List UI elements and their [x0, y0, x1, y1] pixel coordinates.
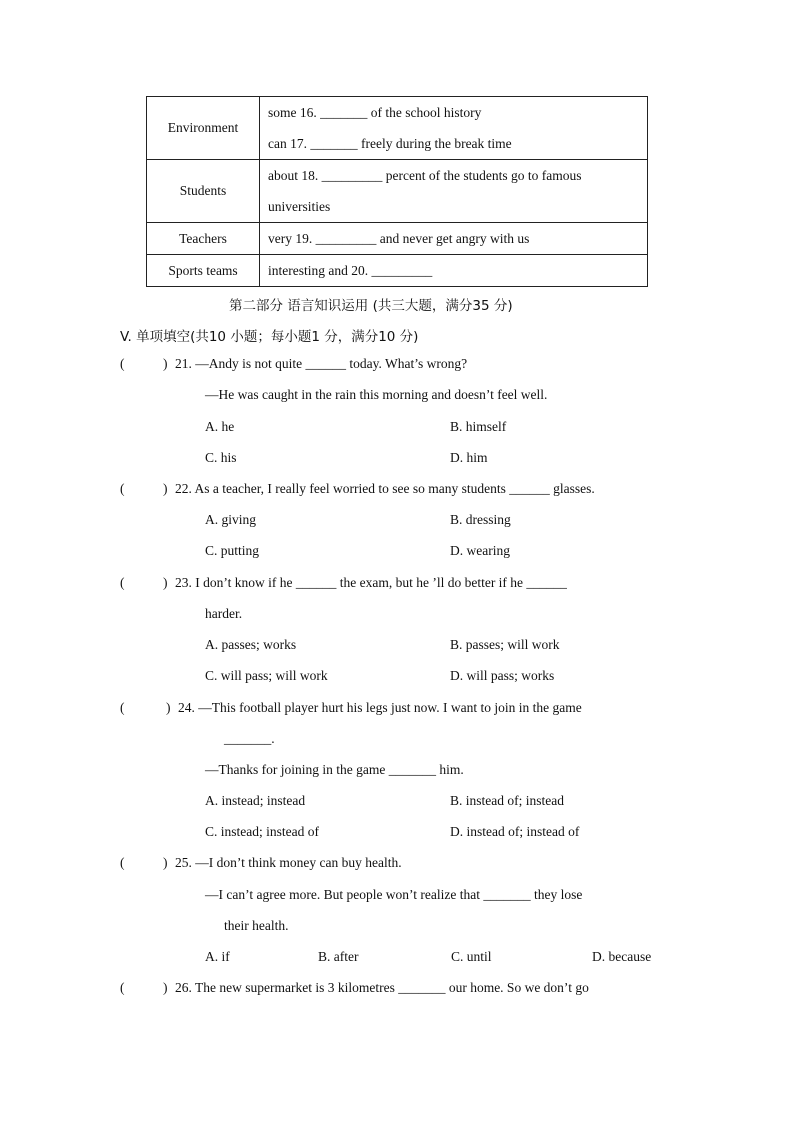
question-stem: 23. I don’t know if he ______ the exam, but he ’ll do better if he ______ [175, 575, 567, 590]
option-c: C. putting [205, 543, 260, 558]
option-d: D. because [592, 949, 652, 964]
question-line: their health. [224, 918, 289, 933]
option-c: C. will pass; will work [205, 668, 328, 683]
row-value [260, 223, 648, 255]
question-stem: 26. The new supermarket is 3 kilometres _______ our home. So we don’t go [175, 980, 589, 995]
row-line: about 18. _________ percent of the students go to famous [268, 168, 582, 183]
question-stem: 21. —Andy is not quite ______ today. What’s wrong? [175, 356, 468, 371]
row-value [260, 255, 648, 287]
option-d: D. him [450, 450, 488, 465]
option-b: B. after [318, 949, 359, 964]
row-label: Environment [147, 97, 260, 160]
answer-paren-close: ) [166, 700, 171, 715]
answer-paren-close: ) [163, 980, 168, 995]
option-b: B. himself [450, 419, 507, 434]
row-value [260, 97, 648, 160]
option-c: C. until [451, 949, 492, 964]
option-a: A. passes; works [205, 637, 297, 652]
option-b: B. passes; will work [450, 637, 560, 652]
answer-paren-open: ( [120, 980, 125, 995]
answer-paren-close: ) [163, 356, 168, 371]
question-line: —I can’t agree more. But people won’t realize that _______ they lose [205, 887, 583, 902]
info-table [146, 96, 648, 287]
part-title: 第二部分 语言知识运用 (共三大题，满分35 分) [229, 298, 513, 314]
question-line: —He was caught in the rain this morning and doesn’t feel well. [205, 387, 548, 402]
option-a: A. if [205, 949, 230, 964]
table-row [147, 97, 648, 160]
row-line: can 17. _______ freely during the break time [268, 136, 512, 151]
answer-paren-open: ( [120, 855, 125, 870]
row-line: universities [268, 199, 331, 214]
row-label: Sports teams [147, 255, 260, 287]
option-a: A. he [205, 419, 235, 434]
answer-paren-close: ) [163, 481, 168, 496]
row-value [260, 160, 648, 223]
answer-paren-close: ) [163, 855, 168, 870]
question-stem: 25. —I don’t think money can buy health. [175, 855, 402, 870]
option-b: B. dressing [450, 512, 511, 527]
option-d: D. instead of; instead of [450, 824, 580, 839]
answer-paren-open: ( [120, 481, 125, 496]
option-c: C. his [205, 450, 237, 465]
section-title: V. 单项填空(共10 小题；每小题1 分，满分10 分) [120, 329, 419, 345]
option-a: A. giving [205, 512, 257, 527]
answer-paren-close: ) [163, 575, 168, 590]
answer-paren-open: ( [120, 575, 125, 590]
answer-paren-open: ( [120, 700, 125, 715]
row-line: some 16. _______ of the school history [268, 105, 482, 120]
row-label: Students [147, 160, 260, 223]
option-a: A. instead; instead [205, 793, 306, 808]
answer-paren-open: ( [120, 356, 125, 371]
question-stem: 22. As a teacher, I really feel worried to see so many students ______ glasses. [175, 481, 595, 496]
option-d: D. wearing [450, 543, 510, 558]
row-line: very 19. _________ and never get angry with us [268, 231, 530, 246]
table-row [147, 255, 648, 287]
option-b: B. instead of; instead [450, 793, 564, 808]
question-line: —Thanks for joining in the game _______ him. [205, 762, 464, 777]
table-row [147, 160, 648, 223]
question-stem: 24. —This football player hurt his legs just now. I want to join in the game [178, 700, 582, 715]
option-d: D. will pass; works [450, 668, 555, 683]
row-label: Teachers [147, 223, 260, 255]
table-row [147, 223, 648, 255]
question-line: _______. [224, 731, 275, 746]
row-line: interesting and 20. _________ [268, 263, 433, 278]
option-c: C. instead; instead of [205, 824, 319, 839]
question-line: harder. [205, 606, 243, 621]
